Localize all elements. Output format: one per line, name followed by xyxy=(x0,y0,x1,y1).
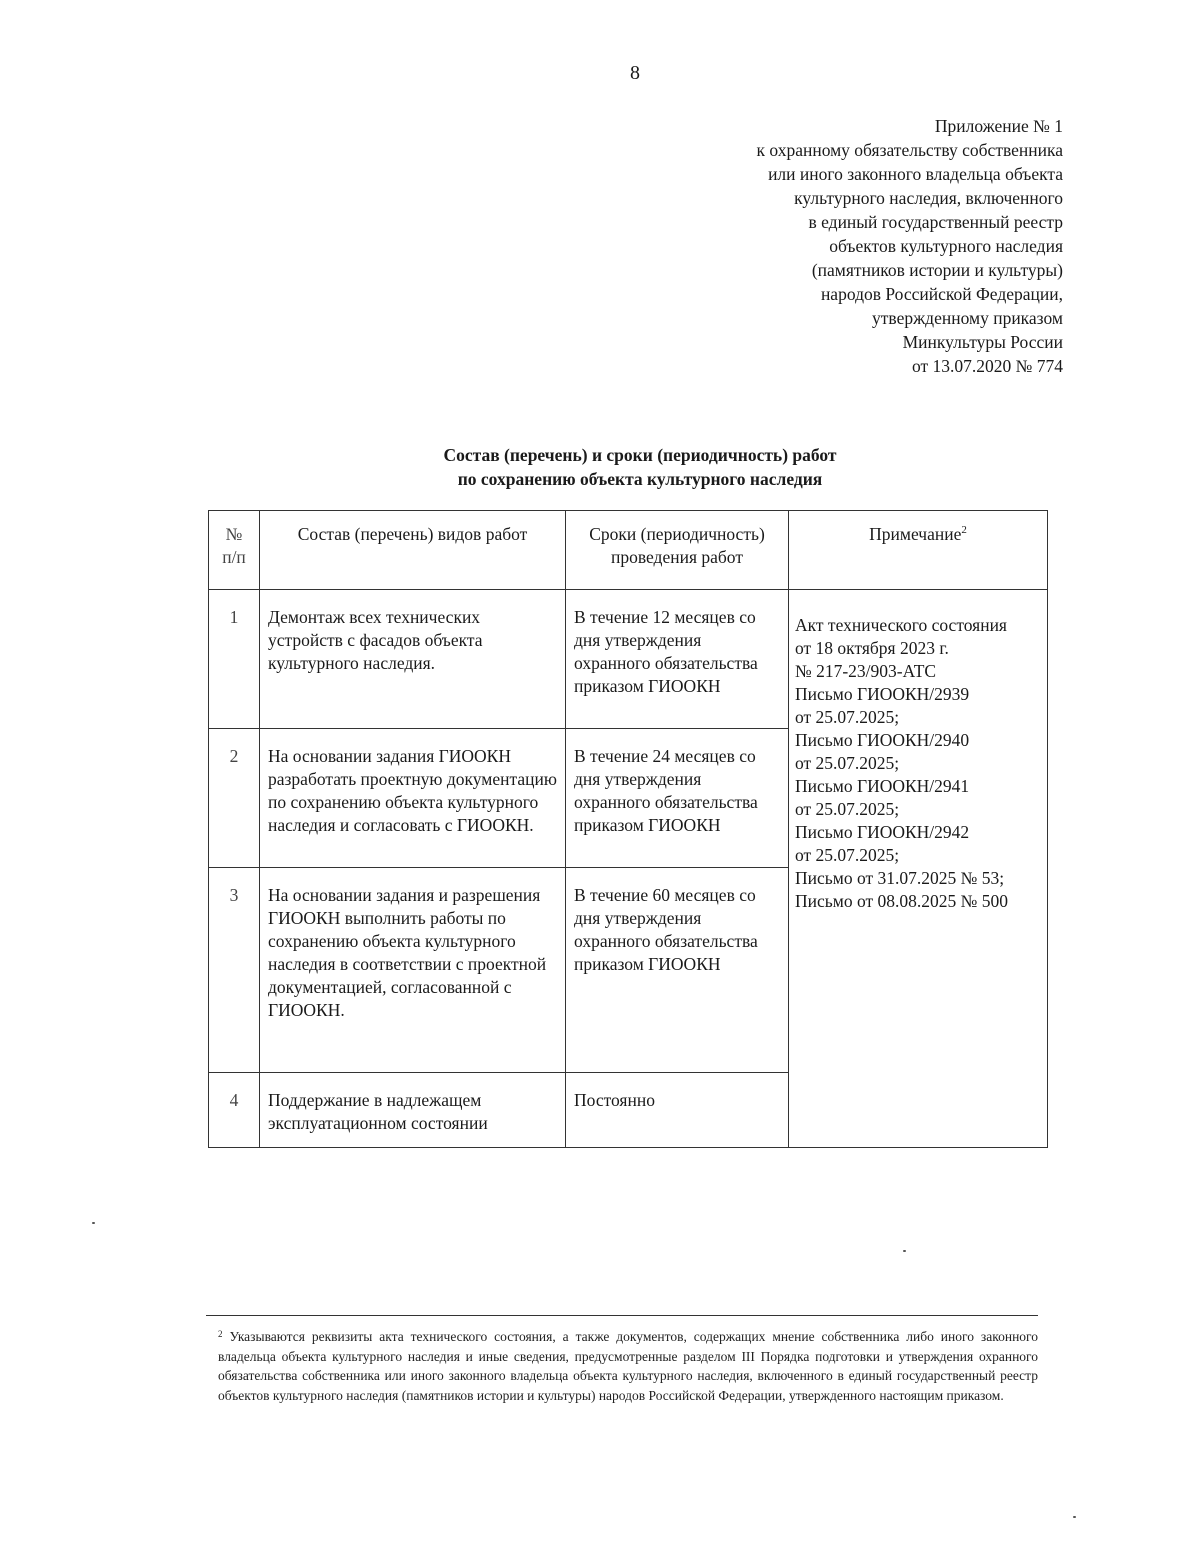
appendix-line: от 13.07.2020 № 774 xyxy=(912,356,1063,376)
appendix-line: в единый государственный реестр xyxy=(808,212,1063,232)
row-term: Постоянно xyxy=(566,1073,789,1148)
footnote-marker: 2 xyxy=(218,1329,223,1339)
note-line: № 217-23/903-АТС xyxy=(795,661,937,681)
note-line: Письмо ГИООКН/2940 xyxy=(795,730,970,750)
header-term-line: Сроки (периодичность) xyxy=(589,524,765,544)
row-work: На основании задания и разрешения ГИООКН выполнить работы по сохранению объекта культурного наследия в соответствии с проектной документацией, согласованной с ГИООКН. xyxy=(260,868,566,1073)
note-line: от 18 октября 2023 г. xyxy=(795,638,949,658)
footnote-divider xyxy=(206,1315,1038,1316)
document-title xyxy=(300,443,980,491)
note-line: Письмо от 08.08.2025 № 500 xyxy=(795,891,1008,911)
appendix-line: Приложение № 1 xyxy=(934,116,1063,136)
note-line: Письмо ГИООКН/2942 xyxy=(795,822,970,842)
header-num xyxy=(209,511,260,590)
header-term-line: проведения работ xyxy=(611,547,743,567)
footnote-ref: 2 xyxy=(961,524,967,536)
appendix-line: утвержденному приказом xyxy=(872,308,1063,328)
scan-speck xyxy=(903,1250,906,1252)
row-work: Демонтаж всех технических устройств с фасадов объекта культурного наследия. xyxy=(260,590,566,729)
appendix-block xyxy=(643,114,1063,378)
table-row xyxy=(209,590,1048,729)
appendix-line: народов Российской Федерации, xyxy=(820,284,1063,304)
row-num: 3 xyxy=(209,868,260,1073)
row-num: 4 xyxy=(209,1073,260,1148)
appendix-line: (памятников истории и культуры) xyxy=(811,260,1063,280)
footnote xyxy=(218,1327,1038,1405)
page-number: 8 xyxy=(630,62,640,84)
note-cell xyxy=(789,590,1048,1148)
footnote-text: Указываются реквизиты акта технического состояния, а также документов, содержащих мнение собственника либо иного законного владельца объекта культурного наследия и иные сведения, предусмотренные разделом III Порядка подготовки и утверждения охранного обязательства собственника или иного законного владельца объекта культурного наследия, включенного в единый государственный реестр объектов культурного наследия (памятников истории и культуры) народов Российской Федерации, утвержденного настоящим приказом. xyxy=(218,1329,1038,1403)
row-work: На основании задания ГИООКН разработать проектную документацию по сохранению объекта культурного наследия и согласовать с ГИООКН. xyxy=(260,729,566,868)
note-line: Письмо от 31.07.2025 № 53; xyxy=(795,868,1005,888)
note-line: от 25.07.2025; xyxy=(795,707,900,727)
appendix-line: культурного наследия, включенного xyxy=(794,188,1063,208)
row-work: Поддержание в надлежащем эксплуатационном состоянии xyxy=(260,1073,566,1148)
header-work: Состав (перечень) видов работ xyxy=(260,511,566,590)
row-term: В течение 24 месяцев со дня утверждения охранного обязательства приказом ГИООКН xyxy=(566,729,789,868)
header-note-label: Примечание xyxy=(869,524,962,544)
row-num: 1 xyxy=(209,590,260,729)
appendix-line: Минкультуры России xyxy=(902,332,1063,352)
header-term xyxy=(566,511,789,590)
table-header-row xyxy=(209,511,1048,590)
works-table xyxy=(208,510,1048,1148)
header-note xyxy=(789,511,1048,590)
note-line: Акт технического состояния xyxy=(795,615,1007,635)
note-line: от 25.07.2025; xyxy=(795,753,900,773)
header-num-line: № xyxy=(225,524,243,544)
note-line: Письмо ГИООКН/2939 xyxy=(795,684,970,704)
appendix-line: к охранному обязательству собственника xyxy=(756,140,1063,160)
header-num-line: п/п xyxy=(222,547,246,567)
note-line: от 25.07.2025; xyxy=(795,845,900,865)
appendix-line: объектов культурного наследия xyxy=(829,236,1063,256)
title-line-1: Состав (перечень) и сроки (периодичность) работ xyxy=(443,445,837,465)
scan-speck xyxy=(1073,1516,1076,1518)
row-num: 2 xyxy=(209,729,260,868)
row-term: В течение 12 месяцев со дня утверждения охранного обязательства приказом ГИООКН xyxy=(566,590,789,729)
note-line: Письмо ГИООКН/2941 xyxy=(795,776,970,796)
title-line-2: по сохранению объекта культурного наследия xyxy=(457,469,823,489)
row-term: В течение 60 месяцев со дня утверждения охранного обязательства приказом ГИООКН xyxy=(566,868,789,1073)
scan-speck xyxy=(92,1222,95,1224)
appendix-line: или иного законного владельца объекта xyxy=(768,164,1063,184)
note-line: от 25.07.2025; xyxy=(795,799,900,819)
